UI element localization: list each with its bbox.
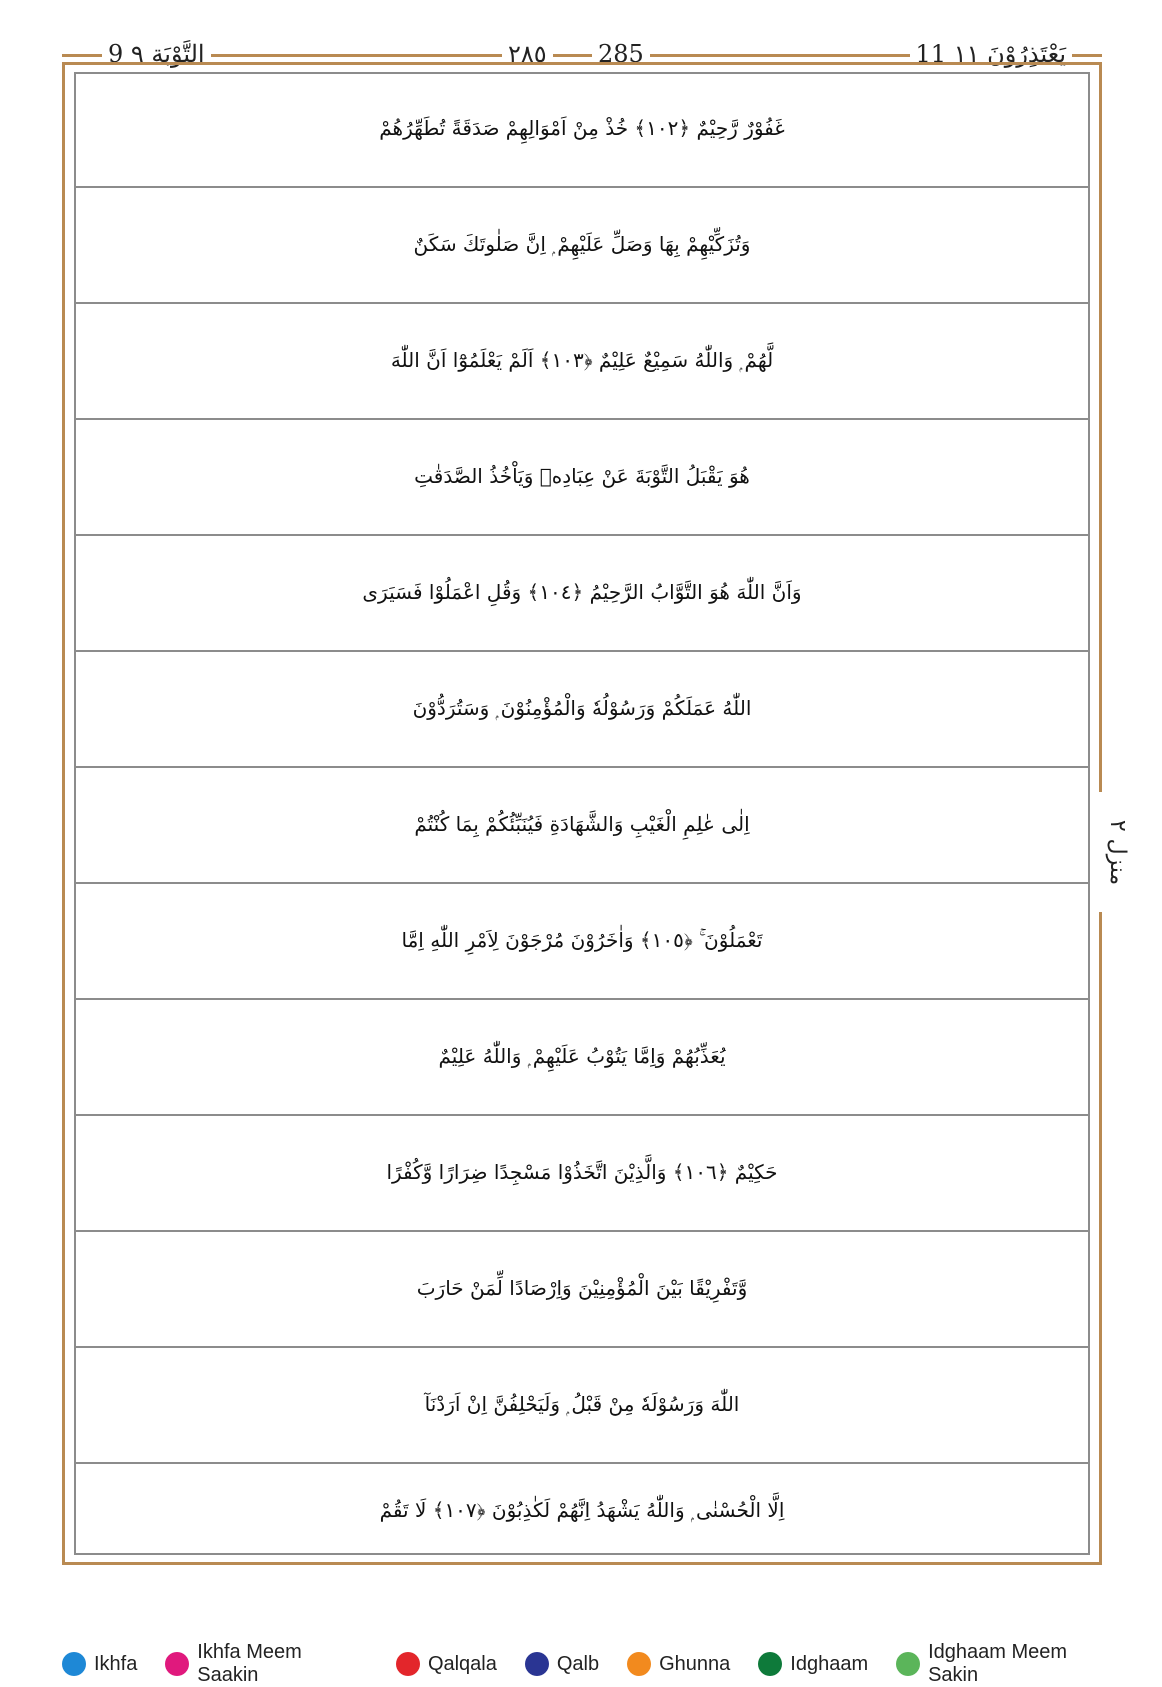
verse-line: غَفُوْرٌ رَّحِيْمٌ ﴿١٠٢﴾ خُذْ مِنْ اَمْوَالِهِمْ صَدَقَةً تُطَهِّرُهُمْ xyxy=(74,72,1090,188)
legend-color-dot xyxy=(62,1652,86,1676)
legend-label: Qalqala xyxy=(427,1652,497,1675)
verse-line: اِلَّا الْحُسْنٰى ۭ وَاللّٰهُ يَشْهَدُ اِنَّهُمْ لَكٰذِبُوْنَ ﴿١٠٧﴾ لَا تَقُمْ xyxy=(379,1498,785,1522)
verse-line: يُعَذِّبُهُمْ وَاِمَّا يَتُوْبُ عَلَيْهِمْ ۭ وَاللّٰهُ عَلِيْمٌ xyxy=(74,1000,1090,1116)
legend-item xyxy=(165,1641,368,1687)
legend-item xyxy=(758,1652,868,1676)
legend-color-dot xyxy=(525,1652,549,1676)
legend-color-dot xyxy=(165,1652,189,1676)
legend-color-dot xyxy=(758,1652,782,1676)
juz-name: 11 يَعْتَذِرُوْنَ ١١ xyxy=(910,38,1072,70)
legend-label: Ikhfa Meem Saakin xyxy=(197,1641,302,1686)
verse-line: وَتُزَكِّيْهِمْ بِهَا وَصَلِّ عَلَيْهِمْ ۭ اِنَّ صَلٰوتَكَ سَكَنٌ xyxy=(74,188,1090,304)
verse-line: وَاَنَّ اللّٰهَ هُوَ التَّوَّابُ الرَّحِيْمُ ﴿١٠٤﴾ وَقُلِ اعْمَلُوْا فَسَيَرَى xyxy=(74,536,1090,652)
legend-item xyxy=(525,1652,599,1676)
legend-color-dot xyxy=(627,1652,651,1676)
manzil-label: منزل ٢ xyxy=(1105,819,1131,885)
verse-line: وَّتَفْرِيْقًا بَيْنَ الْمُؤْمِنِيْنَ وَاِرْصَادًا لِّمَنْ حَارَبَ xyxy=(74,1232,1090,1348)
verse-line: اِلٰى عٰلِمِ الْغَيْبِ وَالشَّهَادَةِ فَيُنَبِّئُكُمْ بِمَا كُنْتُمْ xyxy=(74,768,1090,884)
verse-line: لَّهُمْ ۭ وَاللّٰهُ سَمِيْعٌ عَلِيْمٌ ﴿١٠٣﴾ اَلَمْ يَعْلَمُوْٓا اَنَّ اللّٰهَ xyxy=(74,304,1090,420)
tajweed-legend xyxy=(62,1641,1122,1686)
verse-line: اللّٰهُ عَمَلَكُمْ وَرَسُوْلُهٗ وَالْمُؤْمِنُوْنَ ۭ وَسَتُرَدُّوْنَ xyxy=(74,652,1090,768)
surah-name: 9 التَّوْبَة ٩ xyxy=(102,38,211,70)
verse-line: هُوَ يَقْبَلُ التَّوْبَةَ عَنْ عِبَادِهٖ وَيَاْخُذُ الصَّدَقٰتِ xyxy=(74,420,1090,536)
page-number-latin: 285 xyxy=(592,38,650,70)
manzil-marker xyxy=(1098,792,1138,912)
verse-line: اللّٰهَ وَرَسُوْلَهٗ مِنْ قَبْلُ ۭ وَلَيَحْلِفُنَّ اِنْ اَرَدْنَآ xyxy=(74,1348,1090,1464)
legend-label: Idghaam Meem Sakin xyxy=(928,1641,1068,1686)
legend-label: Qalb xyxy=(556,1652,600,1675)
legend-color-dot xyxy=(896,1652,920,1676)
legend-item xyxy=(896,1641,1122,1687)
legend-item xyxy=(396,1652,497,1676)
legend-item xyxy=(62,1652,137,1676)
legend-item xyxy=(627,1652,730,1676)
legend-label: Ikhfa xyxy=(94,1652,138,1675)
page-number-arabic: ٢٨٥ xyxy=(502,38,553,70)
legend-label: Ghunna xyxy=(659,1652,731,1675)
legend-label: Idghaam xyxy=(790,1652,869,1675)
verse-line: حَكِيْمٌ ﴿١٠٦﴾ وَالَّذِيْنَ اتَّخَذُوْا مَسْجِدًا ضِرَارًا وَّكُفْرًا xyxy=(74,1116,1090,1232)
legend-color-dot xyxy=(396,1652,420,1676)
verse-line: تَعْمَلُوْنَ ۚ ﴿١٠٥﴾ وَاٰخَرُوْنَ مُرْجَوْنَ لِاَمْرِ اللّٰهِ اِمَّا xyxy=(74,884,1090,1000)
